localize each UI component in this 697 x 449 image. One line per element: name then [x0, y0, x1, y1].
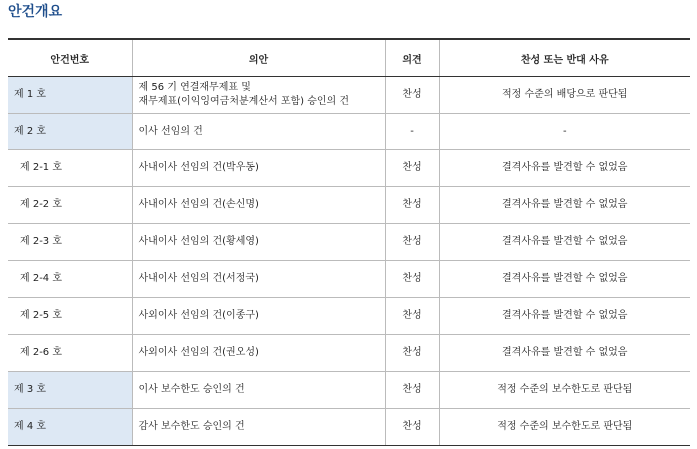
opinion-cell: 찬성 [385, 335, 439, 372]
table-row [8, 409, 690, 446]
agenda-number: 제 2-1 호 [8, 150, 132, 187]
opinion-cell: 찬성 [385, 261, 439, 298]
opinion-cell: 찬성 [385, 298, 439, 335]
opinion-cell: 찬성 [385, 150, 439, 187]
agenda-item-line: 제 56 기 연결재무제표 및 [138, 82, 251, 93]
agenda-item: 사외이사 선임의 건(권오성) [132, 335, 385, 372]
agenda-item: 사내이사 선임의 건(손신명) [132, 187, 385, 224]
table-row [8, 187, 690, 224]
agenda-item-line: 재무제표(이익잉여금처분계산서 포함) 승인의 건 [138, 96, 350, 107]
agenda-table [8, 38, 690, 446]
agenda-item: 사내이사 선임의 건(서정국) [132, 261, 385, 298]
agenda-item: 사내이사 선임의 건(박우동) [132, 150, 385, 187]
opinion-cell: 찬성 [385, 77, 439, 114]
reason-cell: 결격사유를 발견할 수 없었음 [439, 150, 690, 187]
section-title: 안건개요 [8, 4, 63, 20]
reason-cell: 적정 수준의 배당으로 판단됨 [439, 77, 690, 114]
header-agenda-number: 안건번호 [8, 39, 132, 77]
agenda-item: 사외이사 선임의 건(이종구) [132, 298, 385, 335]
reason-cell: 결격사유를 발견할 수 없었음 [439, 261, 690, 298]
table-row [8, 335, 690, 372]
table-row [8, 114, 690, 150]
reason-cell: - [439, 114, 690, 150]
reason-cell: 결격사유를 발견할 수 없었음 [439, 298, 690, 335]
reason-cell: 적정 수준의 보수한도로 판단됨 [439, 372, 690, 409]
reason-cell: 결격사유를 발견할 수 없었음 [439, 335, 690, 372]
agenda-number: 제 2-6 호 [8, 335, 132, 372]
agenda-number: 제 2-2 호 [8, 187, 132, 224]
table-row [8, 298, 690, 335]
opinion-cell: - [385, 114, 439, 150]
reason-cell: 적정 수준의 보수한도로 판단됨 [439, 409, 690, 446]
opinion-cell: 찬성 [385, 372, 439, 409]
agenda-item: 이사 보수한도 승인의 건 [132, 372, 385, 409]
opinion-cell: 찬성 [385, 224, 439, 261]
agenda-number: 제 2-3 호 [8, 224, 132, 261]
agenda-number: 제 2 호 [8, 114, 132, 150]
reason-cell: 결격사유를 발견할 수 없었음 [439, 187, 690, 224]
agenda-item: 사내이사 선임의 건(황세영) [132, 224, 385, 261]
opinion-cell: 찬성 [385, 187, 439, 224]
agenda-number: 제 1 호 [8, 77, 132, 114]
agenda-number: 제 4 호 [8, 409, 132, 446]
table-row [8, 224, 690, 261]
table-row [8, 150, 690, 187]
agenda-number: 제 2-5 호 [8, 298, 132, 335]
agenda-item: 감사 보수한도 승인의 건 [132, 409, 385, 446]
agenda-number: 제 3 호 [8, 372, 132, 409]
header-reason: 찬성 또는 반대 사유 [439, 39, 690, 77]
agenda-item: 이사 선임의 건 [132, 114, 385, 150]
table-row [8, 77, 690, 114]
table-row [8, 372, 690, 409]
reason-cell: 결격사유를 발견할 수 없었음 [439, 224, 690, 261]
table-row [8, 261, 690, 298]
opinion-cell: 찬성 [385, 409, 439, 446]
agenda-number: 제 2-4 호 [8, 261, 132, 298]
header-agenda-item: 의안 [132, 39, 385, 77]
agenda-item [132, 77, 385, 114]
header-opinion: 의견 [385, 39, 439, 77]
table-header-row [8, 39, 690, 77]
